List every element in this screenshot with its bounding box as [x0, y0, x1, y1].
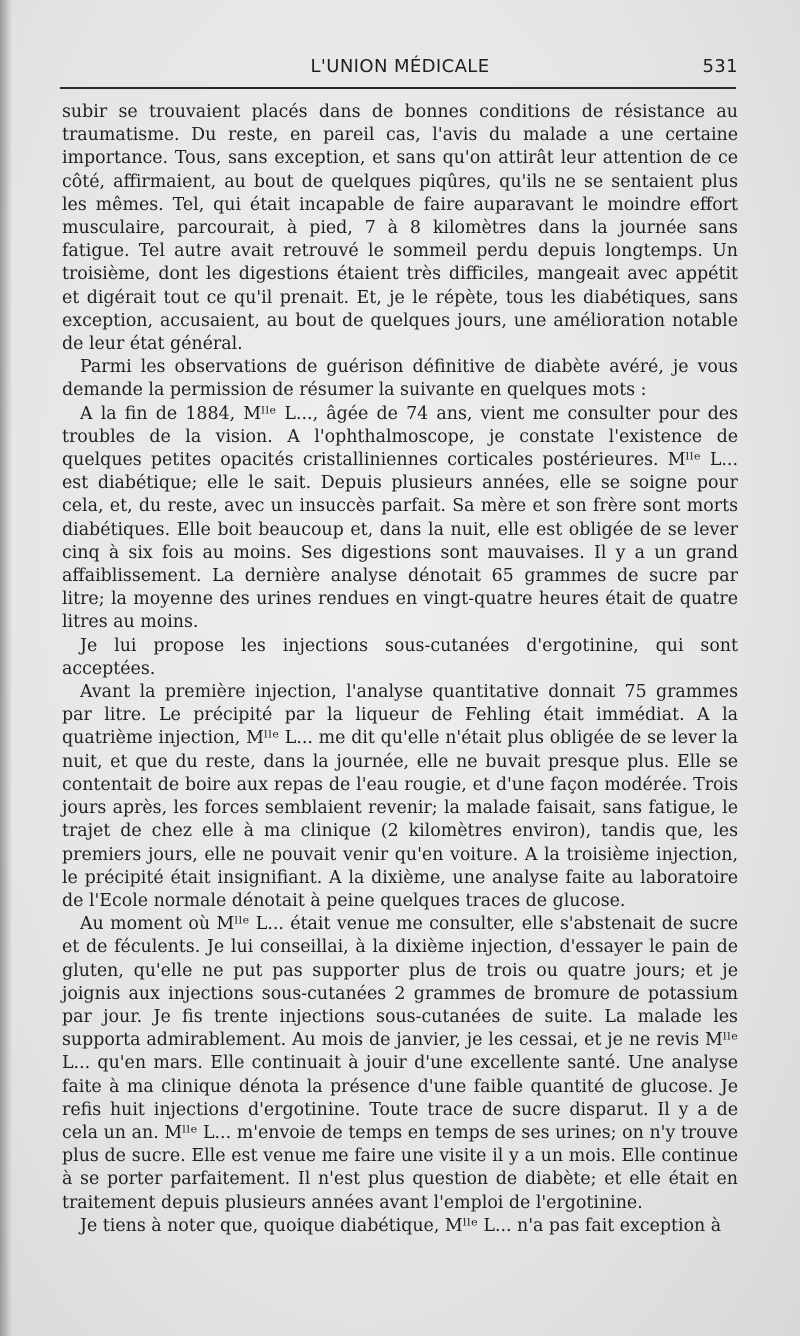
- paragraph-continued: subir se trouvaient placés dans de bonnes conditions de résistance au traumatisme. Du reste, en pareil cas, l'avis du malade a une certaine importance. Tous, sans exception, et sans qu'on attirât leur attention de ce côté, affirmaient, au bout de quelques piqûres, qu'ils ne se sentaient plus les mêmes. Tel, qui était incapable de faire auparavant le moindre effort musculaire, parcourait, à pied, 7 à 8 kilomètres dans la journée sans fatigue. Tel autre avait retrouvé le sommeil perdu depuis longtemps. Un troisième, dont les digestions étaient très difficiles, mangeait avec appétit et digérait tout ce qu'il prenait. Et, je le répète, tous les diabétiques, sans exception, accusaient, au bout de quelques jours, une amélioration notable de leur état général.: [62, 102, 738, 355]
- paragraph: Je lui propose les injections sous-cutanées d'ergotinine, qui sont acceptées.: [62, 635, 738, 679]
- paragraph: Parmi les observations de guérison définitive de diabète avéré, je vous demande la permission de résumer la suivante en quelques mots :: [62, 357, 738, 401]
- article-body: [62, 101, 738, 1238]
- paragraph-truncated: Je tiens à noter que, quoique diabétique, Mˡˡᵉ L... n'a pas fait exception à: [80, 1215, 722, 1236]
- journal-title: L'UNION MÉDICALE: [310, 56, 490, 77]
- paragraph: Avant la première injection, l'analyse quantitative donnait 75 grammes par litre. Le précipité par la liqueur de Fehling était immédiat. A la quatrième injection, Mˡˡᵉ L... me dit qu'elle n'était plus obligée de se lever la nuit, et que du reste, dans la journée, elle ne buvait presque plus. Elle se contentait de boire aux repas de l'eau rougie, et d'une façon modérée. Trois jours après, les forces semblaient revenir; la malade faisait, sans fatigue, le trajet de chez elle à ma clinique (2 kilomètres environ), tandis que, les premiers jours, elle ne pouvait venir qu'en voiture. A la troisième injection, le précipité était insignifiant. A la dixième, une analyse faite au laboratoire de l'Ecole normale dénotait à peine quelques traces de glucose.: [62, 682, 738, 911]
- running-header: [62, 50, 738, 80]
- page-shadow-edge: [0, 0, 12, 1336]
- paragraph: A la fin de 1884, Mˡˡᵉ L..., âgée de 74 ans, vient me consulter pour des troubles de la vision. A l'ophthalmoscope, je constate l'existence de quelques petites opacités cristalliniennes corticales postérieures. Mˡˡᵉ L... est diabétique; elle le sait. Depuis plusieurs années, elle se soigne pour cela, et, du reste, avec un insuccès parfait. Sa mère et son frère sont morts diabétiques. Elle boit beaucoup et, dans la nuit, elle est obligée de se lever cinq à six fois au moins. Ses digestions sont mauvaises. Il y a un grand affaiblissement. La dernière analyse dénotait 65 grammes de sucre par litre; la moyenne des urines rendues en vingt-quatre heures était de quatre litres au moins.: [62, 403, 738, 633]
- paragraph: Au moment où Mˡˡᵉ L... était venue me consulter, elle s'abstenait de sucre et de féculents. Je lui conseillai, à la dixième injection, d'essayer le pain de gluten, qu'elle ne put pas supporter plus de trois ou quatre jours; et je joignis aux injections sous-cutanées 2 grammes de bromure de potassium par jour. Je fis trente injections sous-cutanées de suite. La malade les supporta admirablement. Au mois de janvier, je les cessai, et je ne revis Mˡˡᵉ L... qu'en mars. Elle continuait à jouir d'une excellente santé. Une analyse faite à ma clinique dénota la présence d'une faible quantité de glucose. Je refis huit injections d'ergotinine. Toute trace de sucre disparut. Il y a de cela un an. Mˡˡᵉ L... m'envoie de temps en temps de ses urines; on n'y trouve plus de sucre. Elle est venue me faire une visite il y a un mois. Elle continue à se porter parfaitement. Il n'est plus question de diabète; et elle était en traitement depuis plusieurs années avant l'emploi de l'ergotinine.: [62, 914, 738, 1213]
- page-number: 531: [702, 56, 738, 77]
- header-rule: [60, 87, 736, 89]
